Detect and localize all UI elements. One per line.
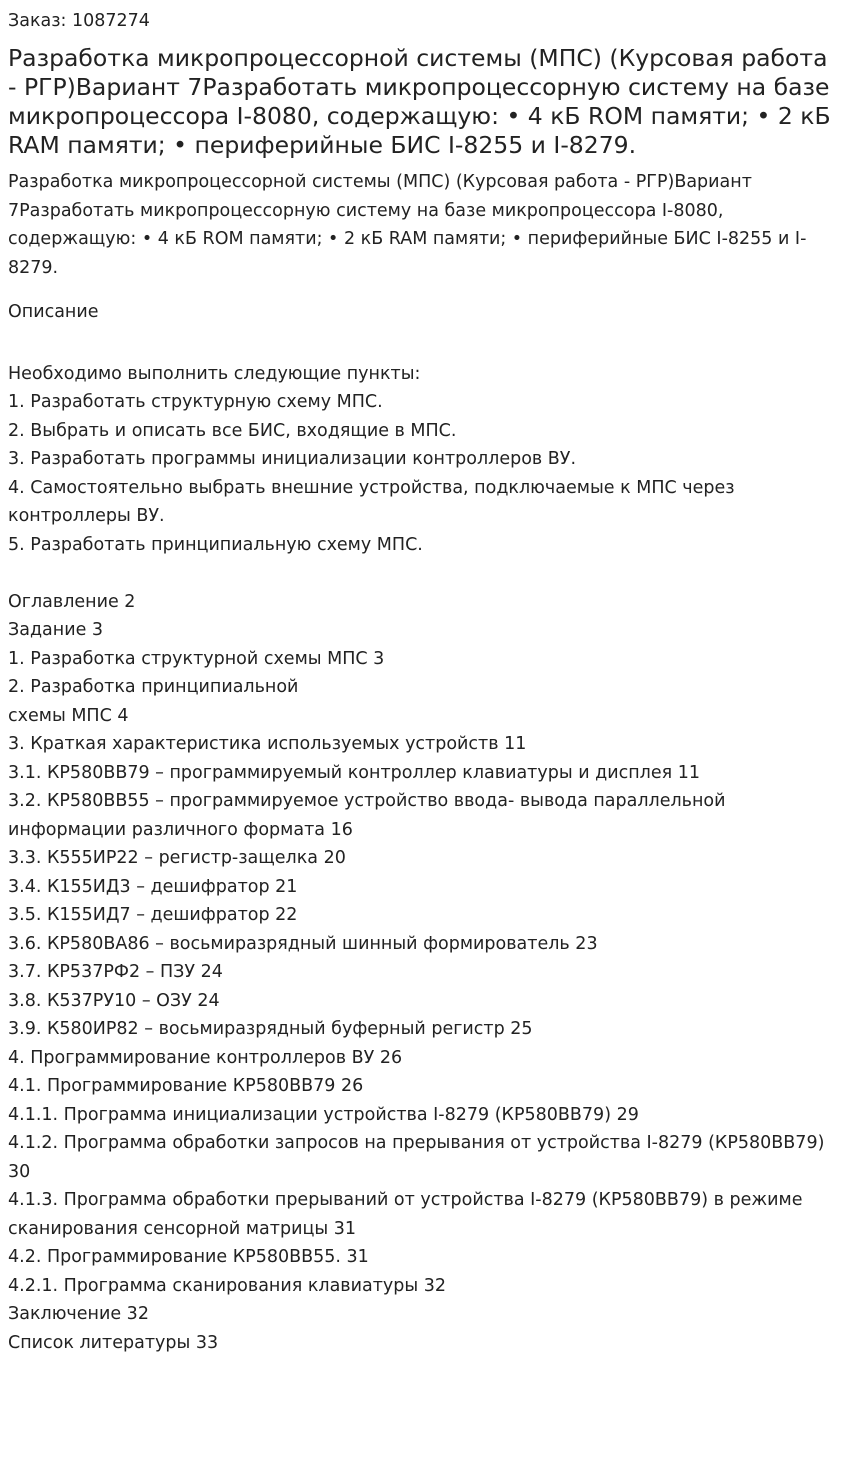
task-list — [8, 360, 839, 560]
page-title: Разработка микропроцессорной системы (МПС) (Курсовая работа - РГР)Вариант 7Разработать микропроцессорную систему на базе микропроцессора I-8080, содержащую: • 4 кБ ROM памяти; • 2 кБ RAM памяти; • периферийные БИС I-8255 и I-8279. — [8, 44, 831, 159]
toc-item: Задание 3 — [8, 620, 104, 640]
toc-item: схемы МПС 4 — [8, 705, 129, 726]
toc-item: 3.7. КР537РФ2 – ПЗУ 24 — [8, 962, 223, 982]
toc-item: 3.5. К155ИД7 – дешифратор 22 — [8, 905, 298, 925]
toc-item: 4.1.2. Программа обработки запросов на прерывания от устройства I-8279 (КР580ВВ79) 30 — [8, 1133, 825, 1182]
description-heading: Описание — [8, 302, 99, 322]
toc-item: 3.3. К555ИР22 – регистр-защелка 20 — [8, 848, 346, 868]
toc-item: 4.1. Программирование КР580ВВ79 26 — [8, 1076, 364, 1096]
toc-item: 3.2. КР580ВВ55 – программируемое устройство ввода- вывода параллельной информации различного формата 16 — [8, 791, 726, 840]
task-intro: Необходимо выполнить следующие пункты: — [8, 363, 421, 384]
toc-item: 4.1.1. Программа инициализации устройства I-8279 (КР580ВВ79) 29 — [8, 1104, 639, 1125]
toc-item: 1. Разработка структурной схемы МПС 3 — [8, 648, 385, 669]
task-item: 4. Самостоятельно выбрать внешние устройства, подключаемые к МПС через контроллеры ВУ. — [8, 477, 735, 526]
toc-item: 3.6. КР580ВА86 – восьмиразрядный шинный формирователь 23 — [8, 933, 598, 954]
table-of-contents — [8, 588, 839, 1358]
toc-item: 3.9. К580ИР82 – восьмиразрядный буферный регистр 25 — [8, 1019, 533, 1039]
toc-item: 4.2.1. Программа сканирования клавиатуры 32 — [8, 1275, 447, 1296]
order-number: Заказ: 1087274 — [8, 11, 150, 31]
task-item: 2. Выбрать и описать все БИС, входящие в МПС. — [8, 420, 457, 441]
toc-item: 3.1. КР580ВВ79 – программируемый контроллер клавиатуры и дисплея 11 — [8, 762, 700, 783]
toc-item: 2. Разработка принципиальной — [8, 677, 299, 697]
toc-item: Заключение 32 — [8, 1304, 149, 1324]
toc-item: Список литературы 33 — [8, 1332, 219, 1353]
toc-item: 4. Программирование контроллеров ВУ 26 — [8, 1047, 403, 1068]
toc-item: Оглавление 2 — [8, 591, 136, 612]
toc-item: 3.8. К537РУ10 – ОЗУ 24 — [8, 990, 220, 1011]
task-item: 1. Разработать структурную схему МПС. — [8, 392, 383, 412]
toc-item: 3. Краткая характеристика используемых устройств 11 — [8, 734, 527, 754]
toc-item: 3.4. К155ИД3 – дешифратор 21 — [8, 876, 298, 897]
toc-item: 4.2. Программирование КР580ВВ55. 31 — [8, 1247, 369, 1267]
task-item: 5. Разработать принципиальную схему МПС. — [8, 534, 423, 555]
task-item: 3. Разработать программы инициализации контроллеров ВУ. — [8, 449, 577, 469]
work-summary: Разработка микропроцессорной системы (МПС) (Курсовая работа - РГР)Вариант 7Разработать микропроцессорную систему на базе микропроцессора I-8080, содержащую: • 4 кБ ROM памяти; • 2 кБ RAM памяти; • периферийные БИС I-8255 и I-8279. — [8, 172, 807, 278]
toc-item: 4.1.3. Программа обработки прерываний от устройства I-8279 (КР580ВВ79) в режиме сканирования сенсорной матрицы 31 — [8, 1190, 803, 1239]
